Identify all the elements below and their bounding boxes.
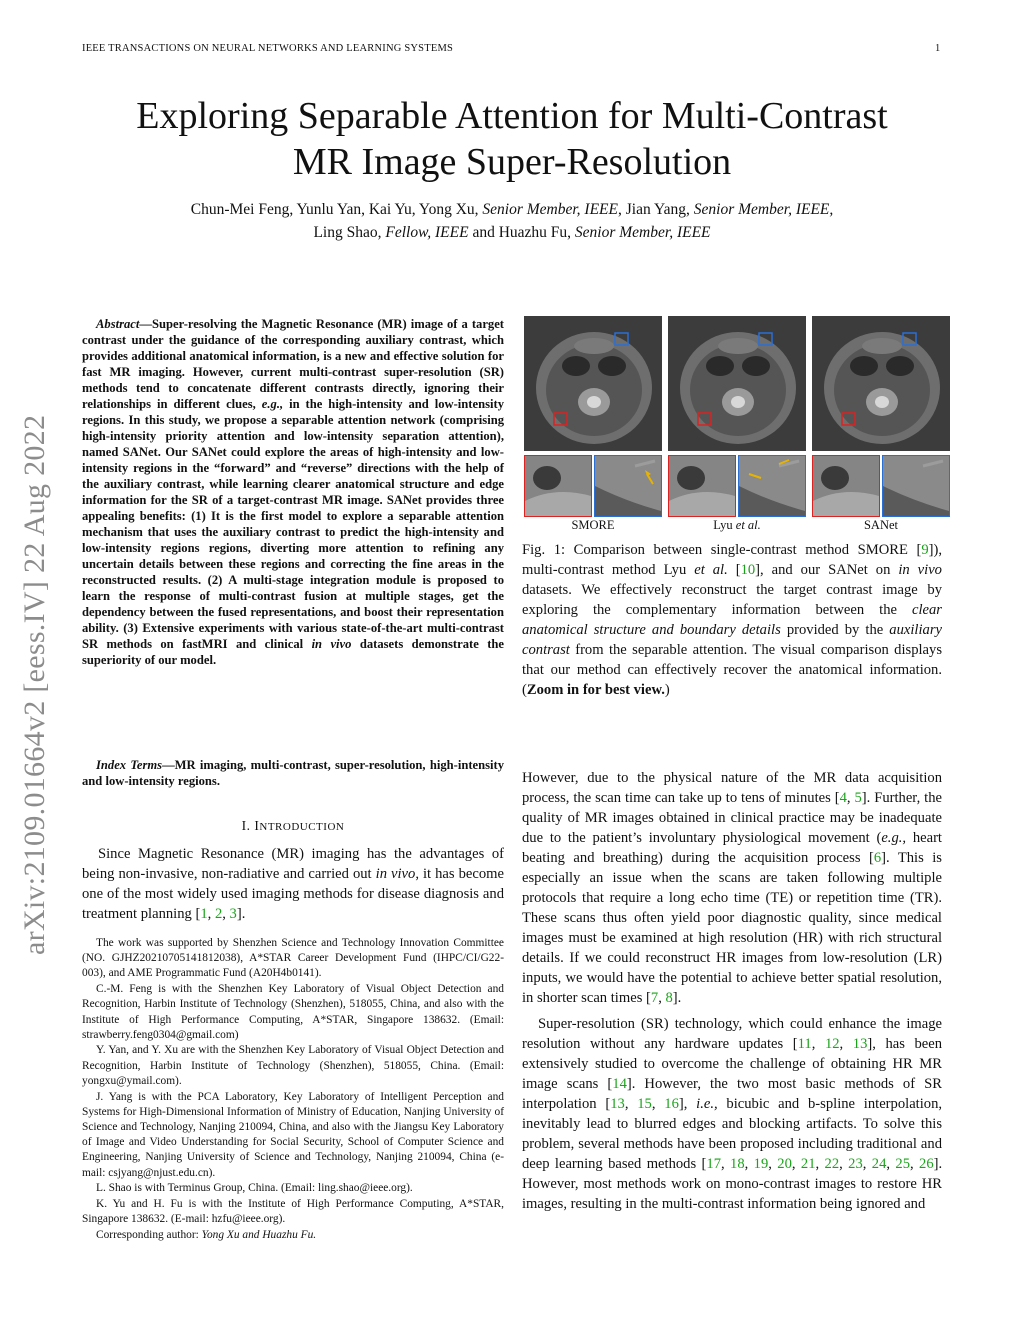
caption-italic-1: clear anatomical structure and boundary details: [522, 602, 942, 638]
mri-scan-image: [668, 316, 806, 451]
intro-text-1: Since Magnetic Resonance (MR) imaging has the advantages of being non-invasive, non-radiative and carried out: [82, 846, 504, 882]
mri-panel-smore: [524, 316, 662, 532]
section-title-rest: NTRODUCTION: [259, 821, 345, 833]
caption-text-4: ], and our SANet on: [755, 562, 899, 578]
abstract-label: Abstract: [96, 317, 140, 331]
figure-label-lyu-name: Lyu: [713, 518, 736, 532]
citation-link[interactable]: 9: [921, 542, 929, 558]
footnote-affiliation-yang: J. Yang is with the PCA Laboratory, Key Laboratory of Intelligent Perception and Systems for High-Dimensional Information of Ministry of Education, Nanjing University of Science and Technology, Nanjing 210094, China, and also with the Jiangsu Key Laboratory of Image and Video Understanding for Social Security, School of Computer Science and Engineering, Nanjing University of Science and Technology, Nanjing 210094, China (e-mail: csjyang@njust.edu.cn).: [82, 1090, 504, 1179]
citation-link[interactable]: 2: [214, 906, 223, 922]
abstract: [82, 316, 504, 668]
author-role-1: Senior Member, IEEE: [482, 201, 618, 218]
caption-text-8: ): [664, 682, 670, 698]
p2-ie: i.e.,: [696, 1096, 718, 1112]
abstract-eg: e.g.,: [261, 397, 284, 411]
caption-etal: et al.: [694, 562, 728, 578]
p1-eg: e.g.,: [881, 830, 907, 846]
mri-scan-image: [524, 316, 662, 451]
zoom-red-image: [525, 456, 591, 516]
authors-part-2: , Jian Yang,: [618, 201, 694, 218]
index-terms-label: Index Terms: [96, 758, 163, 772]
corresponding-names: Yong Xu and Huazhu Fu.: [201, 1228, 317, 1241]
citation-link[interactable]: 6: [873, 850, 882, 866]
citation-link[interactable]: 12: [824, 1036, 840, 1052]
caption-text-6: provided by the: [780, 622, 890, 638]
caption-in-vivo: in vivo: [898, 562, 942, 578]
figure-label-sanet: SANet: [863, 518, 899, 532]
figure-1-caption: [522, 540, 942, 700]
zoom-row: [812, 455, 950, 517]
authors-part-4: and Huazhu Fu,: [468, 224, 575, 241]
p2-text-5: bicubic and b-spline interpolation, inevitably lead to blurred edges and blocking artifacts. To solve this problem, several methods have been proposed including traditional and deep learning based methods [: [522, 1096, 943, 1172]
body-paragraph-2: Super-resolution (SR) technology, which could enhance the image resolution without any hardware updates [11, 12, 13], has been extensively studied to overcome the challenge of obtaining HR MR image scans [14]. However, the two most basic methods of SR interpolation [13, 15, 16], i.e., bicubic and b-spline interpolation, inevitably lead to blurred edges and blocking artifacts. To solve this problem, several methods have been proposed including traditional and deep learning based methods [17, 18, 19, 20, 21, 22, 23, 24, 25, 26]. However, most methods work on mono-contrast images to restore HR images, resulting in the multi-contrast information being ignored and: [522, 1016, 943, 1212]
section-heading-introduction: [82, 818, 504, 834]
citation-link[interactable]: 21: [800, 1156, 816, 1172]
intro-in-vivo: in vivo: [375, 866, 416, 882]
zoom-row: [524, 455, 662, 517]
zoom-blue-image: [739, 456, 805, 516]
figure-label-lyu: [668, 518, 806, 533]
index-terms-text: —MR imaging, multi-contrast, super-resolution, high-intensity and low-intensity regions.: [82, 758, 504, 788]
author-role-4: Senior Member, IEEE: [574, 224, 711, 241]
p2-text-1: Super-resolution (SR) technology, which could enhance the image resolution without any hardware updates [: [522, 1016, 942, 1052]
p1-text-1: However, due to the physical nature of the MR data acquisition process, the scan time can take up to tens of minutes [: [522, 770, 942, 806]
abstract-text-1: —Super-resolving the Magnetic Resonance (MR) image of a target contrast under the guidance of the corresponding auxiliary contrast, which provides additional anatomical information, is a new and effective solution for fast MR imaging. However, current multi-contrast super-resolution (SR) methods tend to concatenate different contrasts directly, ignoring their relationships in different clues,: [82, 317, 504, 411]
paper-title: [60, 93, 964, 185]
citation-link[interactable]: 7: [650, 990, 659, 1006]
citation-link[interactable]: 20: [777, 1156, 792, 1172]
zoom-blue-image: [595, 456, 661, 516]
running-header: IEEE TRANSACTIONS ON NEURAL NETWORKS AND LEARNING SYSTEMS: [82, 43, 454, 54]
section-title-first: I: [254, 818, 260, 833]
p2-text-2: ], has been extensively studied to overcome the challenge of obtaining HR MR image scans [: [522, 1036, 943, 1092]
caption-text-1: Fig. 1: Comparison between single-contrast method SMORE [: [522, 542, 922, 558]
section-numeral: I.: [241, 818, 255, 833]
mri-panel-sanet: [812, 316, 950, 532]
citation-link[interactable]: 26: [919, 1156, 934, 1172]
footnote-affiliation-yan-xu: Y. Yan, and Y. Xu are with the Shenzhen Key Laboratory of Visual Object Detection and Recognition, Harbin Institute of Technology (Shenzhen), 518055, China. (Email: yongxu@ymail.com).: [82, 1044, 504, 1087]
figure-1: [524, 316, 950, 536]
abstract-text-3: datasets demonstrate the superiority of our model.: [82, 637, 504, 667]
zoom-red-image: [669, 456, 735, 516]
zoom-row: [668, 455, 806, 517]
citation-link[interactable]: 13: [852, 1036, 868, 1052]
page-number: 1: [935, 43, 941, 54]
title-line-1: Exploring Separable Attention for Multi-Contrast: [136, 95, 888, 137]
abstract-in-vivo: in vivo: [311, 637, 352, 651]
author-role-2: Senior Member, IEEE,: [693, 201, 834, 218]
zoom-red-region: [812, 455, 880, 517]
zoom-blue-region: [594, 455, 662, 517]
caption-bold: Zoom in for best view.: [526, 682, 665, 698]
caption-text-2: ]), multi-contrast method Lyu: [522, 542, 942, 578]
figure-label-smore: SMORE: [571, 518, 615, 532]
citation-link[interactable]: 4: [839, 790, 847, 806]
footnote-corresponding: [82, 1228, 504, 1243]
citation-link[interactable]: 17: [706, 1156, 721, 1172]
citation-link[interactable]: 11: [797, 1036, 812, 1052]
zoom-blue-image: [883, 456, 949, 516]
authors-part-3: Ling Shao,: [313, 224, 386, 241]
citation-link[interactable]: 23: [848, 1156, 863, 1172]
p1-text-4: ]. This is especially an issue when the scans are taken following multiple protocols that require a long echo time (TE) or repetition time (TR). These scans thus often yield poor diagnostic quality, since medical images must be examined at high resolution (HR) with rich structural details. If we could reconstruct HR images from low-resolution (LR) inputs, we would have the potential to achieve better spatial resolution, in shorter scan times [: [522, 850, 942, 1006]
abstract-text-2: in the high-intensity and low-intensity regions. In this study, we propose a separable attention network (comprising high-intensity priority attention and low-intensity separation attention), named SANet. Our SANet could explore the areas of high-intensity and low-intensity regions in the “forward” and “reverse” directions with the help of the auxiliary contrast, while learning clearer anatomical structure and edge information for the SR of a target-contrast MR image. SANet provides three appealing benefits: (1) It is the first model to explore a separable attention mechanism that uses the auxiliary contrast to predict the high-intensity and low-intensity regions regions, diverting more attention to refining any uncertain details between these regions and correcting the fine areas in the reconstructed results. (2) A multi-stage integration module is proposed to learn the response of multi-contrast fusion at multiple stages, get the dependency between the fused representations, and boost their representation ability. (3) Extensive experiments with various state-of-the-art multi-contrast SR methods on fastMRI and clinical: [82, 397, 504, 651]
caption-text-7: from the separable attention. The visual comparison displays that our method can effectively recover the anatomical information. (: [522, 642, 942, 698]
citation-link[interactable]: 18: [730, 1156, 745, 1172]
intro-text-3: ].: [236, 906, 246, 922]
citation-link[interactable]: 8: [665, 990, 673, 1006]
right-column-body: [522, 768, 942, 1220]
zoom-blue-region: [738, 455, 806, 517]
zoom-red-image: [813, 456, 879, 516]
index-terms: [82, 757, 504, 789]
caption-italic-2: auxiliary contrast: [522, 622, 942, 658]
footnote-affiliation-yu-fu: K. Yu and H. Fu is with the Institute of High Performance Computing, A*STAR, Singapore 138632. (E-mail: hzfu@ieee.org).: [82, 1197, 504, 1226]
citation-link[interactable]: 3: [229, 906, 237, 922]
footnotes: [82, 936, 504, 1244]
p2-text-4: ],: [678, 1096, 697, 1112]
footnote-funding: The work was supported by Shenzhen Science and Technology Innovation Committee (NO. GJHZ20210705141812038), A*STAR Career Development Fund (IHPC/CI/G22-003), and AME Programmatic Fund (A20H4b0141).: [82, 937, 504, 980]
intro-paragraph: Since Magnetic Resonance (MR) imaging has the advantages of being non-invasive, non-radiative and carried out in vivo, it has become one of the most widely used imaging methods for disease diagnosis and treatment planning [1, 2, 3].: [82, 846, 504, 922]
caption-text-5: datasets. We effectively reconstruct the target contrast image by exploring the complementary information between the: [522, 582, 942, 618]
citation-link[interactable]: 25: [895, 1156, 910, 1172]
citation-link[interactable]: 13: [610, 1096, 625, 1112]
authors-part-1: Chun-Mei Feng, Yunlu Yan, Kai Yu, Yong Xu,: [190, 201, 483, 218]
zoom-blue-region: [882, 455, 950, 517]
citation-link[interactable]: 1: [200, 906, 208, 922]
citation-link[interactable]: 15: [637, 1096, 652, 1112]
p1-text-3: heart beating and breathing) during the acquisition process [: [522, 830, 942, 866]
citation-link[interactable]: 5: [854, 790, 862, 806]
zoom-red-region: [668, 455, 736, 517]
footnote-affiliation-shao: L. Shao is with Terminus Group, China. (Email: ling.shao@ieee.org).: [96, 1182, 413, 1195]
footnote-affiliation-feng: C.-M. Feng is with the Shenzhen Key Laboratory of Visual Object Detection and Recognition, Harbin Institute of Technology (Shenzhen), 518055, China, and also with the Institute of High Performance Computing, A*STAR, Singapore 138632. (Email: strawberry.feng0304@gmail.com): [82, 983, 504, 1041]
p1-text-2: ]. Further, the quality of MR images obtained in clinical practice may be inadequate due to the patient’s involuntary physiological movement (: [522, 790, 942, 846]
citation-link[interactable]: 19: [753, 1156, 769, 1172]
caption-text-3: [: [727, 562, 741, 578]
author-role-3: Fellow, IEEE: [385, 224, 469, 241]
citation-link[interactable]: 14: [612, 1076, 627, 1092]
citation-link[interactable]: 16: [664, 1096, 679, 1112]
body-paragraph-1: However, due to the physical nature of the MR data acquisition process, the scan time can take up to tens of minutes [4, 5]. Further, the quality of MR images obtained in clinical practice may be inadequate due to the patient’s involuntary physiological movement (e.g., heart beating and breathing) during the acquisition process [6]. This is especially an issue when the scans are taken following multiple protocols that require a long echo time (TE) or repetition time (TR). These scans thus often yield poor diagnostic quality, since medical images must be examined at high resolution (HR) with rich structural details. If we could reconstruct HR images from low-resolution (LR) inputs, we would have the potential to achieve better spatial resolution, in shorter scan times [7, 8].: [522, 770, 942, 1006]
intro-text-2: , it has become one of the most widely used imaging methods for disease diagnosis and treatment planning [: [82, 866, 504, 922]
p2-text-6: ]. However, most methods work on mono-contrast images to restore HR images, resulting in the multi-contrast information being ignored and: [522, 1156, 943, 1212]
corresponding-label: Corresponding author:: [96, 1228, 202, 1241]
citation-link[interactable]: 24: [871, 1156, 887, 1172]
title-line-2: MR Image Super-Resolution: [292, 141, 732, 183]
arxiv-stamp: arXiv:2109.01664v2 [eess.IV] 22 Aug 2022: [18, 414, 51, 955]
mri-scan-image: [812, 316, 950, 451]
citation-link[interactable]: 22: [824, 1156, 840, 1172]
p1-text-5: ].: [672, 990, 682, 1006]
author-list: [90, 198, 934, 244]
figure-label-lyu-etal: et al.: [735, 518, 761, 532]
mri-panel-lyu: [668, 316, 806, 532]
citation-link[interactable]: 10: [740, 562, 756, 578]
zoom-red-region: [524, 455, 592, 517]
p2-text-3: ]. However, the two most basic methods of SR interpolation [: [522, 1076, 942, 1112]
